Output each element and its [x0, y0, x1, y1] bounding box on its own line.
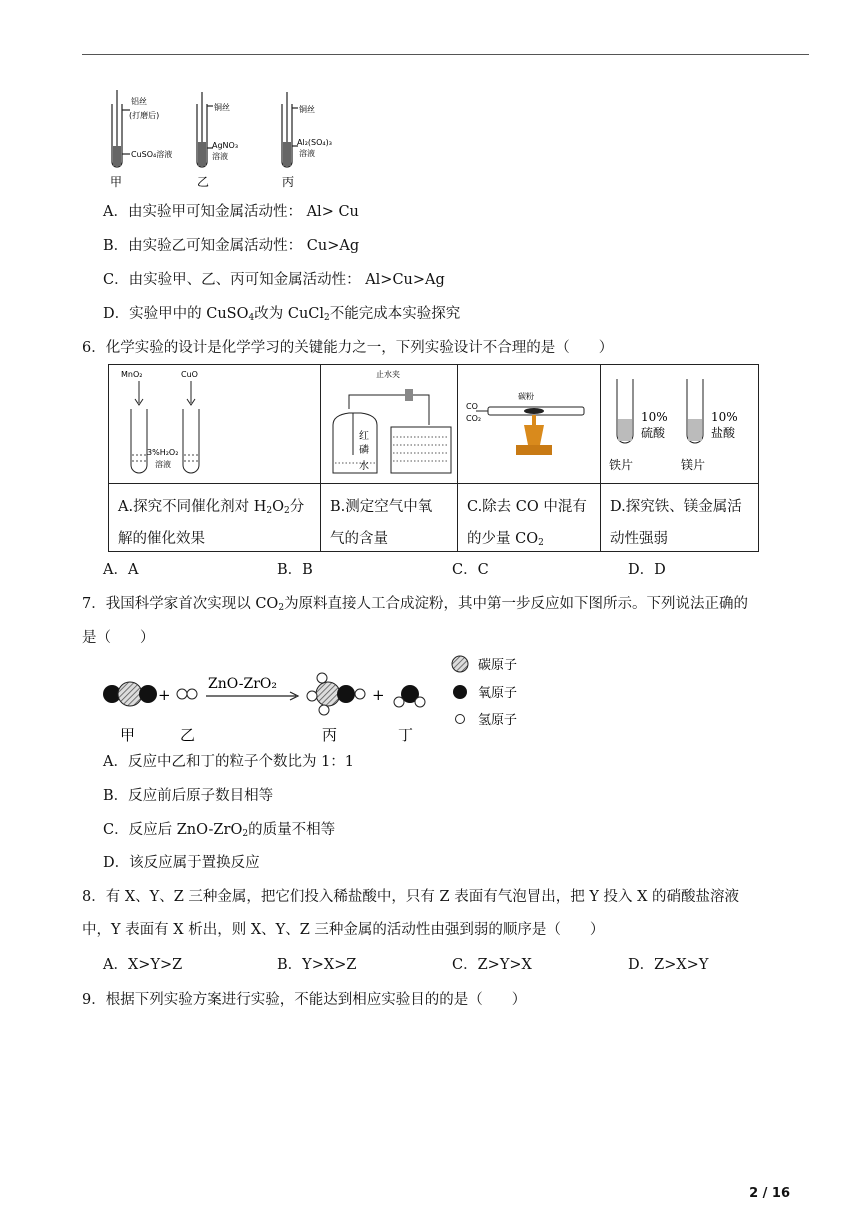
- q8-option-b[interactable]: B．Y>X>Z: [277, 957, 357, 973]
- svg-text:镁片: 镁片: [681, 458, 706, 472]
- oxygen-atom-icon: [139, 685, 157, 703]
- q6-option-a[interactable]: A．A: [103, 562, 139, 578]
- q5-option-a[interactable]: A．由实验甲可知金属活动性： Al> Cu: [103, 204, 359, 220]
- svg-text:+: +: [372, 686, 385, 704]
- svg-text:MnO₂: MnO₂: [121, 370, 143, 379]
- q6-table: [108, 364, 759, 552]
- q7-option-d[interactable]: D．该反应属于置换反应: [103, 855, 260, 871]
- q6-option-d[interactable]: D．D: [628, 562, 666, 578]
- q8-stem-line-1: 8．有 X、Y、Z 三种金属，把它们投入稀盐酸中，只有 Z 表面有气泡冒出，把 Y 投入 X 的硝酸盐溶液: [82, 889, 740, 905]
- q5-jia-label: 甲: [110, 175, 123, 189]
- svg-text:磷: 磷: [359, 445, 369, 456]
- legend-hydrogen: 氢原子: [478, 713, 518, 728]
- svg-text:CuO: CuO: [181, 370, 198, 379]
- header-rule: [82, 54, 809, 55]
- q7-option-c[interactable]: C．反应后 ZnO-ZrO$_2$的质量不相等: [103, 822, 336, 839]
- q5-option-c[interactable]: C．由实验甲、乙、丙可知金属活动性： Al>Cu>Ag: [103, 272, 445, 288]
- svg-text:红: 红: [359, 431, 369, 442]
- q5-yi-label: 乙: [197, 175, 210, 189]
- q6-fig-a: [109, 365, 320, 483]
- q5-test-tube-figure: [100, 82, 370, 190]
- svg-text:溶液: 溶液: [155, 460, 171, 469]
- svg-text:硫酸: 硫酸: [641, 426, 666, 440]
- svg-text:丁: 丁: [398, 726, 414, 744]
- svg-text:10%: 10%: [711, 410, 738, 424]
- svg-text:10%: 10%: [641, 410, 668, 424]
- q8-option-d[interactable]: D．Z>X>Y: [628, 957, 709, 973]
- q8-stem-line-2: 中，Y 表面有 X 析出，则 X、Y、Z 三种金属的活动性由强到弱的顺序是（ ）: [82, 922, 605, 938]
- q5-yi-solution-1: AgNO₃: [212, 141, 239, 150]
- q5-jia-solution: CuSO₄溶液: [131, 150, 173, 159]
- hydrogen-atom-icon: [177, 689, 187, 699]
- svg-text:+: +: [158, 686, 171, 704]
- q5-jia-wire: 铝丝: [131, 97, 147, 106]
- svg-text:乙: 乙: [180, 726, 196, 744]
- q5-option-d[interactable]: D．实验甲中的 CuSO$_4$改为 CuCl$_2$不能完成本实验探究: [103, 306, 461, 323]
- q5-option-b[interactable]: B．由实验乙可知金属活动性： Cu>Ag: [103, 238, 360, 254]
- svg-text:碳粉: 碳粉: [518, 392, 534, 401]
- q8-option-c[interactable]: C．Z>Y>X: [452, 957, 532, 973]
- q6-option-b[interactable]: B．B: [277, 562, 313, 578]
- svg-text:甲: 甲: [120, 726, 136, 744]
- q6-cell-c: C.除去 CO 中混有 的少量 $CO_2$: [467, 499, 587, 548]
- carbon-atom-icon: [118, 682, 142, 706]
- q5-bing-wire: 铜丝: [299, 105, 315, 114]
- legend-carbon: 碳原子: [478, 658, 518, 673]
- q5-yi-solution-2: 溶液: [212, 152, 228, 161]
- svg-text:盐酸: 盐酸: [711, 426, 736, 440]
- q7-stem-line-1: 7．我国科学家首次实现以 $CO_2$为原料直接人工合成淀粉，其中第一步反应如下图所示。下列说法正确的: [82, 596, 749, 613]
- q5-bing-solution-1: Al₂(SO₄)₃: [297, 138, 332, 147]
- hydrogen-atom-icon: [187, 689, 197, 699]
- q5-jia-wire-note: (打磨后): [129, 111, 160, 120]
- q6-stem: 6．化学实验的设计是化学学习的关键能力之一，下列实验设计不合理的是（ ）: [82, 340, 614, 356]
- q6-fig-d: [601, 365, 758, 483]
- q5-bing-solution-2: 溶液: [299, 149, 315, 158]
- q7-catalyst: ZnO-ZrO₂: [208, 676, 277, 692]
- q6-fig-c: [458, 365, 600, 483]
- svg-text:CO₂: CO₂: [466, 414, 482, 423]
- page-number: 2 / 16: [749, 1186, 790, 1201]
- q8-option-a[interactable]: A．X>Y>Z: [103, 957, 183, 973]
- q7-reaction-figure: [96, 652, 536, 748]
- q7-option-b[interactable]: B．反应前后原子数目相等: [103, 788, 274, 804]
- q6-cell-a: A.探究不同催化剂对 $H_2O_2$分 解的催化效果: [118, 499, 305, 547]
- q5-bing-label: 丙: [282, 175, 295, 189]
- q6-option-c[interactable]: C．C: [452, 562, 489, 578]
- svg-text:水: 水: [359, 461, 369, 472]
- q5-yi-wire: 铜丝: [214, 103, 230, 112]
- q7-stem-line-2: 是（ ）: [82, 630, 155, 646]
- q6-fig-b: [321, 365, 457, 483]
- q6-cell-d: D.探究铁、镁金属活 动性强弱: [610, 499, 742, 547]
- svg-text:丙: 丙: [322, 726, 338, 744]
- svg-text:CO: CO: [466, 402, 478, 411]
- legend-oxygen: 氧原子: [478, 686, 518, 701]
- q7-option-a[interactable]: A．反应中乙和丁的粒子个数比为 1：1: [103, 754, 355, 770]
- q9-stem: 9．根据下列实验方案进行实验，不能达到相应实验目的的是（ ）: [82, 992, 527, 1008]
- svg-text:止水夹: 止水夹: [376, 370, 400, 379]
- q6-cell-b: B.测定空气中氧 气的含量: [330, 499, 433, 547]
- svg-text:铁片: 铁片: [609, 458, 634, 472]
- svg-text:3%H₂O₂: 3%H₂O₂: [147, 448, 179, 457]
